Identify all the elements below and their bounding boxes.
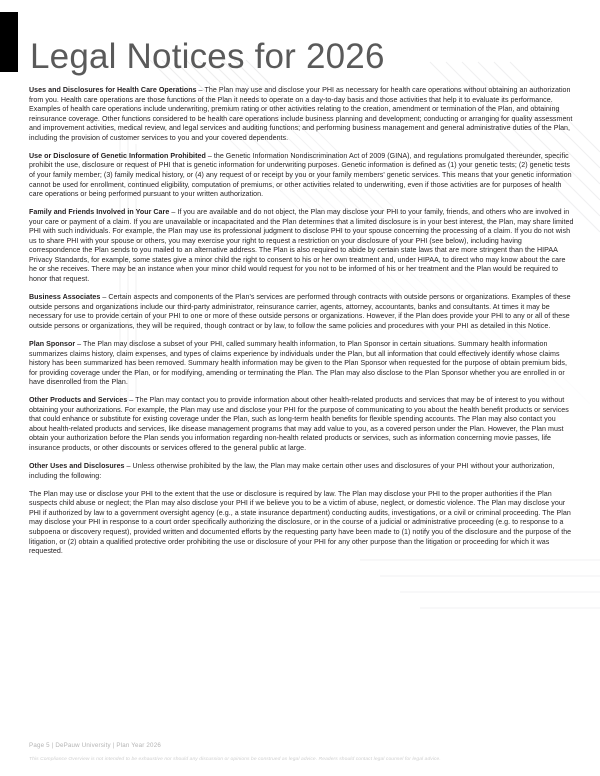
notice-heading: Use or Disclosure of Genetic Information Prohibited <box>29 151 206 160</box>
notice-heading: Business Associates <box>29 293 101 302</box>
footer-disclaimer: This Compliance Overview is not intended to be exhaustive nor should any discussion or opinions be construed as legal advice. Readers should contact legal counsel for legal advice. <box>29 757 441 762</box>
notice-paragraph <box>29 462 574 481</box>
notice-heading: Other Products and Services <box>29 396 128 405</box>
header-accent-bar <box>0 12 18 72</box>
notice-paragraph <box>29 86 574 143</box>
notice-text: Certain aspects and components of the Plan's services are performed through contracts with outside persons or organizations. Examples of these outside persons and organizations include our third-party administrator, reinsurance carrier, agents, attorney, accountants, banks and consultants. At times it may be necessary for use to provide certain of your PHI to one or more of these outside persons or organizations. However, if the Plan does provide your PHI to any or all of these outside persons or organizations, they will be required, though contract or by law, to follow the same policies and procedures with your PHI as detailed in this Notice. <box>29 293 571 330</box>
notice-text: The Plan may disclose a subset of your PHI, called summary health information, to Plan Sponsor in certain situations. Summary health information summarizes claims history, claim expenses, and types of claims experience by individuals under the Plan, but all information that could effectively identify whose claims history has been summarized has been removed. Summary health information may be given to the Plan Sponsor when requested for the purpose of obtain premium bids, for providing coverage under the Plan, or for modifying, amending or terminating the Plan. The Plan may also disclose to the Plan Sponsor whether you are enrolled in or have disenrolled from the Plan. <box>29 339 568 387</box>
notice-heading: Family and Friends Involved in Your Care <box>29 208 170 217</box>
notice-heading-dash: – <box>127 396 136 405</box>
notice-paragraph <box>29 340 574 388</box>
notice-heading: Uses and Disclosures for Health Care Operations <box>29 86 197 94</box>
notice-text: the Genetic Information Nondiscrimination Act of 2009 (GINA), and regulations promulgated thereunder, specific prohibit the use, disclosure or request of PHI that is genetic information for underwriting purposes. Genetic information is defined as (1) your genetic tests; (2) genetic tests of your family member; (3) family medical history, or (4) any request of or receipt by you or your family members' genetic services. This means that your genetic information cannot be used for enrollment, continued eligibility, computation of premiums, or other activities related to underwriting, even if those activities are for purposes of health care operations or being performed pursuant to your written authorization. <box>29 151 572 199</box>
notice-heading-dash: – <box>169 208 178 217</box>
page-title: Legal Notices for 2026 <box>30 37 385 77</box>
notice-paragraph <box>29 208 574 284</box>
notice-heading: Plan Sponsor <box>29 339 76 348</box>
notice-paragraph <box>29 490 574 557</box>
document-body <box>29 86 574 565</box>
notice-text: Unless otherwise prohibited by the law, the Plan may make certain other uses and disclosures of your PHI without your authorization, including the following: <box>29 462 555 480</box>
notice-text: The Plan may use or disclose your PHI to the extent that the use or disclosure is required by law. The Plan may disclose your PHI to the proper authorities if the Plan suspects child abuse or neglect; the Plan may also disclose your PHI if we believe you to be a victim of abuse, neglect, or domestic violence. The Plan may disclose your PHI if authorized by law to a government oversight agency (e.g., a state insurance department) conducting audits, investigations, or a civil or criminal proceeding. The Plan may disclose your PHI in response to a court order specifically authorizing the disclosure, or in the course of a judicial or administrative proceeding (e.g. to response to a subpoena or discovery request), provided written and documented efforts by the requesting party have been made to (1) notify you of the disclosure and the purpose of the litigation, or (2) obtain a qualified protective order prohibiting the use or disclosure of your PHI for any other purpose than the litigation or proceeding for which it was requested. <box>29 489 572 556</box>
notice-heading-dash: – <box>100 293 109 302</box>
page-header <box>0 0 600 84</box>
notice-text: If you are available and do not object, the Plan may disclose your PHI to your family, friends, and others who are involved in your care or payment of a claim. If you are unavailable or incapacitated and the Plan determines that a limited disclosure is in your best interest, the Plan, may share limited PHI with such individuals. For example, the Plan may use its professional judgment to disclose PHI to your spouse concerning the processing of a claim. If you do not wish us to share PHI with your spouse or others, you may exercise your right to request a restriction on your disclosure of your PHI (see below), including having correspondence the Plan sends to you mailed to an alternative address. The Plan is also required to abide by certain state laws that are more stringent than the HIPAA Privacy Standards, for example, some states give a minor child the right to consent to his or her own treatment and, under HIPAA, to direct who may know about the care he or she receives. There may be an instance when your minor child would request for you not to be informed of his or her treatment and the Plan would be required to honor that request. <box>29 208 574 284</box>
notice-paragraph <box>29 293 574 331</box>
notice-paragraph <box>29 396 574 453</box>
notice-heading: Other Uses and Disclosures <box>29 462 125 471</box>
notice-paragraph <box>29 152 574 200</box>
footer-page-info: Page 5 | DePauw University | Plan Year 2026 <box>29 742 161 749</box>
notice-text: The Plan may contact you to provide information about other health-related products and services that may be of interest to you without obtaining your authorizations. For example, the Plan may use and disclose your PHI for the purpose of communicating to you about the health benefit products or services that could enhance or substitute for existing coverage under the Plan, such as long-term health benefits for flexible spending accounts. The Plan may also contact you about health-related products and services, like disease management programs that may add value to you, as a covered person under the Plan. However, the Plan must obtain your authorization before the Plan sends you information regarding non-health related products or services, such as information concerning movie passes, life insurance products, or other discounts or services offered to the general public at large. <box>29 396 569 453</box>
notice-heading-dash: – <box>196 86 205 94</box>
notice-heading-dash: – <box>124 462 133 471</box>
notice-heading-dash: – <box>75 339 84 348</box>
notice-text: The Plan may use and disclose your PHI as necessary for health care operations without obtaining an authorization from you. Health care operations are those functions of the Plan it needs to operate on a day-to-day basis and those activities that help it to evaluate its performance. Examples of health care operations include underwriting, premium rating or other activities relating to the creation, amendment or termination of the Plan, and obtaining reinsurance coverage. Other functions considered to be health care operations include business planning and development; conducting or arranging for quality assessment and improvement activities, medical review, and legal services and auditing functions; and performing business management and general administrative duties of the Plan, including the provision of customer services to you and your covered dependents. <box>29 86 573 142</box>
notice-heading-dash: – <box>205 151 214 160</box>
page-footer <box>29 742 574 762</box>
